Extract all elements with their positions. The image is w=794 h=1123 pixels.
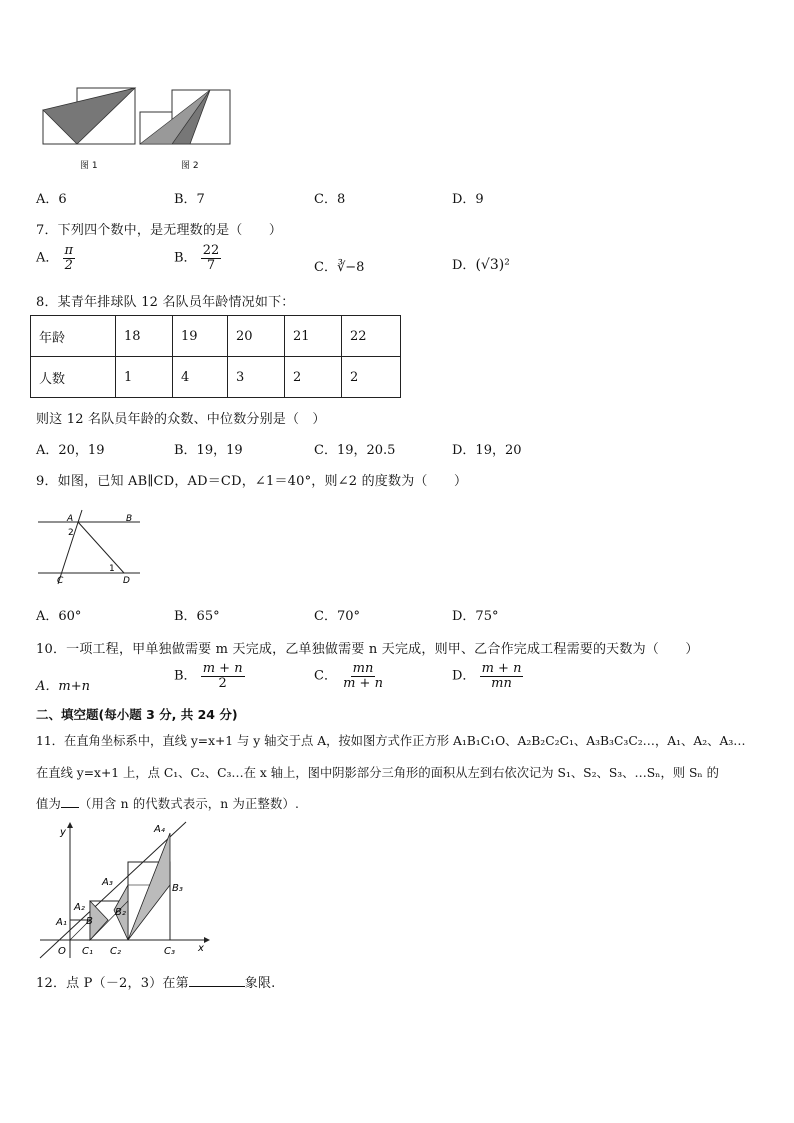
- label-angle-2: 2: [68, 528, 74, 538]
- label-y-axis: y: [60, 827, 66, 838]
- q10-stem: 10．一项工程，甲单独做需要 m 天完成，乙单独做需要 n 天完成，则甲、乙合作完成工程需要的天数为（ ）: [36, 642, 699, 657]
- section-heading: 二、填空题(每小题 3 分, 共 24 分): [36, 707, 238, 722]
- q7-option-b[interactable]: [174, 244, 221, 272]
- q7-option-a[interactable]: [36, 244, 75, 272]
- q10-d-label: D．: [452, 668, 476, 684]
- label-O: O: [58, 946, 66, 957]
- q9-option-a[interactable]: A．60°: [36, 609, 82, 624]
- q7-a-label: A．: [36, 250, 59, 266]
- label-A2: A₂: [74, 902, 85, 913]
- q10-d-den: mn: [491, 675, 512, 691]
- q7-b-num: 22: [202, 243, 220, 258]
- label-C3: C₃: [164, 946, 175, 957]
- q8-option-a[interactable]: A．20，19: [36, 443, 105, 458]
- q10-option-b[interactable]: [174, 662, 245, 690]
- table-cell: 20: [228, 316, 285, 357]
- q11-answer-blank[interactable]: [61, 795, 79, 808]
- figure-1: [43, 88, 135, 144]
- label-B3: B₃: [172, 883, 183, 894]
- q11-figure: [36, 818, 212, 962]
- q6-option-d[interactable]: D．9: [452, 192, 484, 207]
- q7-b-den: 7: [206, 257, 216, 273]
- q10-b-num: m + n: [202, 661, 243, 676]
- q11-line-2: 在直线 y=x+1 上，点 C₁、C₂、C₃…在 x 轴上，图中阴影部分三角形的面积从左到右依次记为 S₁、S₂、S₃、…Sₙ，则 Sₙ 的: [36, 766, 719, 780]
- q7-b-label: B．: [174, 250, 197, 266]
- figure-2-caption: 图 2: [181, 161, 199, 171]
- figure-2: [140, 90, 230, 144]
- q10-c-den: m + n: [343, 675, 383, 691]
- label-A3: A₃: [102, 877, 113, 888]
- q6-option-a[interactable]: A．6: [36, 192, 67, 207]
- q8-option-d[interactable]: D．19，20: [452, 443, 522, 458]
- q8-question: 则这 12 名队员年龄的众数、中位数分别是（ ）: [36, 412, 326, 427]
- label-B1: B: [86, 916, 93, 927]
- table-cell: 年龄: [31, 316, 116, 357]
- label-x-axis: x: [198, 943, 204, 954]
- q10-option-d[interactable]: [452, 662, 523, 690]
- q7-c-label: C．: [314, 260, 337, 275]
- q11-line-3-post: （用含 n 的代数式表示，n 为正整数）.: [79, 797, 300, 811]
- label-angle-1: 1: [109, 564, 115, 574]
- q10-c-fraction: [341, 662, 385, 690]
- q12: [36, 972, 276, 991]
- table-row: [31, 316, 401, 357]
- q12-post: 象限.: [244, 976, 276, 991]
- q10-option-a[interactable]: A．m+n: [36, 679, 90, 694]
- table-cell: 21: [285, 316, 342, 357]
- table-cell: 18: [116, 316, 173, 357]
- table-cell: 人数: [31, 357, 116, 398]
- label-C: C: [57, 576, 64, 586]
- q9-option-c[interactable]: C．70°: [314, 609, 360, 624]
- q10-d-num: m + n: [481, 661, 522, 676]
- q9-option-b[interactable]: B．65°: [174, 609, 220, 624]
- table-cell: 19: [173, 316, 228, 357]
- label-B2: B₂: [115, 907, 126, 918]
- q8-option-b[interactable]: B．19，19: [174, 443, 243, 458]
- figure-squares: [40, 82, 240, 174]
- table-cell: 1: [116, 357, 173, 398]
- figure-1-caption: 图 1: [80, 161, 98, 171]
- q11-line-1: 11．在直角坐标系中，直线 y=x+1 与 y 轴交于点 A，按如图方式作正方形 A₁B₁C₁O、A₂B₂C₂C₁、A₃B₃C₃C₂…，A₁、A₂、A₃…: [36, 734, 746, 748]
- q7-d-expr: (√3)²: [475, 257, 510, 273]
- label-A1: A₁: [56, 917, 67, 928]
- q9-option-d[interactable]: D．75°: [452, 609, 499, 624]
- q12-answer-blank[interactable]: [189, 974, 245, 987]
- label-C1: C₁: [82, 946, 93, 957]
- q10-b-den: 2: [218, 675, 227, 691]
- q11-line-3-pre: 值为: [36, 797, 61, 811]
- q10-b-fraction: [201, 662, 245, 690]
- q10-c-num: mn: [352, 661, 374, 676]
- q7-a-den: 2: [64, 257, 73, 273]
- q9-stem: 9．如图，已知 AB∥CD，AD＝CD，∠1＝40°，则∠2 的度数为（ ）: [36, 474, 468, 489]
- q7-b-fraction: [201, 244, 222, 272]
- label-B: B: [126, 514, 133, 524]
- q10-c-label: C．: [314, 668, 337, 684]
- q10-option-c[interactable]: [314, 662, 385, 690]
- label-A: A: [67, 514, 74, 524]
- q6-option-b[interactable]: B．7: [174, 192, 205, 207]
- table-cell: 2: [342, 357, 401, 398]
- q11-line-3: [36, 794, 299, 812]
- q7-option-c[interactable]: [314, 256, 364, 275]
- q10-b-label: B．: [174, 668, 197, 684]
- q7-a-num: π: [64, 243, 74, 258]
- q10-d-fraction: [480, 662, 524, 690]
- table-cell: 22: [342, 316, 401, 357]
- q7-a-fraction: [63, 244, 76, 272]
- table-row: [31, 357, 401, 398]
- q12-pre: 12．点 P（－2，3）在第: [36, 976, 189, 991]
- label-C2: C₂: [110, 946, 121, 957]
- table-cell: 3: [228, 357, 285, 398]
- q7-option-d[interactable]: [452, 254, 510, 273]
- label-A4: A₄: [154, 824, 165, 835]
- table-cell: 4: [173, 357, 228, 398]
- label-D: D: [123, 576, 130, 586]
- q8-option-c[interactable]: C．19，20.5: [314, 443, 396, 458]
- q6-option-c[interactable]: C．8: [314, 192, 346, 207]
- age-table: [30, 315, 401, 398]
- q9-figure: [36, 508, 146, 588]
- q7-d-label: D．: [452, 258, 476, 273]
- q7-stem: 7．下列四个数中，是无理数的是（ ）: [36, 223, 283, 238]
- q8-stem: 8．某青年排球队 12 名队员年龄情况如下：: [36, 295, 295, 310]
- table-cell: 2: [285, 357, 342, 398]
- q7-c-expr: ∛−8: [336, 260, 365, 275]
